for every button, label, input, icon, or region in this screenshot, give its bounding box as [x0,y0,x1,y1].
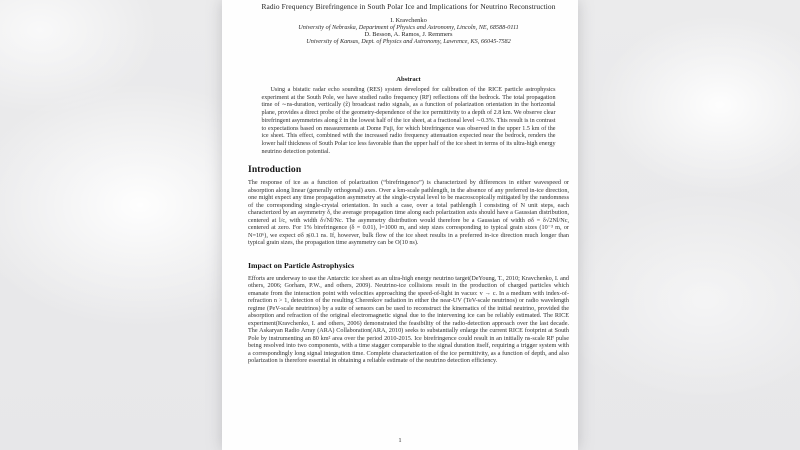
paper-page [222,0,578,450]
impact-on-particle-astrophysics-text: Efforts are underway to use the Antarctic ice sheet as an ultra-high energy neutrino target(DeYoung, T., 2010; Kravchenko, I. and others, 2006; Gorham, P.W., and others, 2009). Neutrino-ice collisions result in the production of charged particles which emanate from the interaction point with velocities approaching the speed-of-light in vacuo: v → c. In a medium with index-of-refraction n > 1, detection of the resulting Cherenkov radiation in either the near-UV (TeV-scale neutrinos) or radio wavelength regime (PeV-scale neutrinos) by a suite of sensors can be used to reconstruct the kinematics of the initial neutrino, provided the absorption and refraction of the original electromagnetic signal due to the intervening ice can be reliably estimated. The RICE experiment(Kravchenko, I. and others, 2006) demonstrated the feasibility of the radio-detection approach over the last decade. The Askaryan Radio Array (ARA) Collaboration(ARA, 2010) seeks to substantially enlarge the current RICE footprint at South Pole by instrumenting an 80 km² area over the period 2010-2015. Ice birefringence could result in an initially ns-scale RF pulse being resolved into two components, with a time stagger comparable to the signal duration itself, requiring a trigger system with a correspondingly long signal integration time. Complete characterization of the ice permittivity, as a function of depth, and also polarization is therefore essential in obtaining a reliable estimate of the neutrino detection efficiency. [248,274,569,365]
section-heading-introduction: Introduction [248,164,302,176]
section-heading-impact-on-particle-astrophysics: Impact on Particle Astrophysics [248,260,355,270]
author-affiliation-2: University of Kansas, Dept. of Physics and Astronomy, Lawrence, KS, 66045-7582 [306,38,511,45]
author-name-1: I. Kravchenko [390,17,427,24]
author-name-2: D. Besson, A. Ramos, J. Remmers [364,31,453,38]
page-number: 1 [398,437,402,444]
abstract-text: Using a bistatic radar echo sounding (RES) system developed for calibration of the RICE particle astrophysics experiment at the South Pole, we have studied radio frequency (RF) reflections off the bedrock. The total propagation time of ∼ns-duration, vertically (ẑ) broadcast radio signals, as a function of polarization orientation in the horizontal plane, provides a direct probe of the geometry-dependence of the ice permittivity to a depth of 2.8 km. We observe clear birefringent asymmetries along ẑ in the lowest half of the ice sheet, at a fractional level ∼0.3%. This result is in contrast to expectations based on measurements at Dome Fuji, for which birefringence was observed in the upper 1.5 km of the ice sheet. This effect, combined with the increased radio frequency attenuation expected near the bedrock, renders the lower half thickness of South Polar ice less favorable than the upper half of the ice sheet in terms of its ultra-high energy neutrino detection potential. [261,87,556,155]
abstract-heading: Abstract [396,76,421,83]
author-affiliation-1: University of Nebraska, Department of Physics and Astronomy, Lincoln, NE, 68588-0111 [298,24,519,31]
paper-title: Radio Frequency Birefringence in South Polar Ice and Implications for Neutrino Reconstruction [261,2,556,11]
introduction-text: The response of ice as a function of polarization (“birefringence”) is characterized by differences in either wavespeed or absorption along linear (generally orthogonal) axes. Over a km-scale pathlength, in the absence of any preferred in-ice direction, one might expect any time propagation asymmetry at the single-crystal level to be macroscopically mitigated by the randomness of the corresponding single-crystal orientation. In such a case, over a total pathlength l consisting of N unit steps, each characterized by an asymmetry δ, the average propagation time along each polarization axis should have a Gaussian distribution, centered at l/c, with width δ√Nl/Nc. The asymmetry distribution would therefore be a Gaussian of width σδ = δ√2Nl/Nc, centered at zero. For 1% birefringence (δ = 0.01), l=1000 m, and step sizes corresponding to typical grain sizes (10⁻³ m, or N=10⁶), we expect σδ ≲0.1 ns. If, however, bulk flow of the ice sheet results in a preferred in-ice direction much longer than typical grain sizes, the propagation time asymmetry can be O(10 ns). [248,179,569,247]
